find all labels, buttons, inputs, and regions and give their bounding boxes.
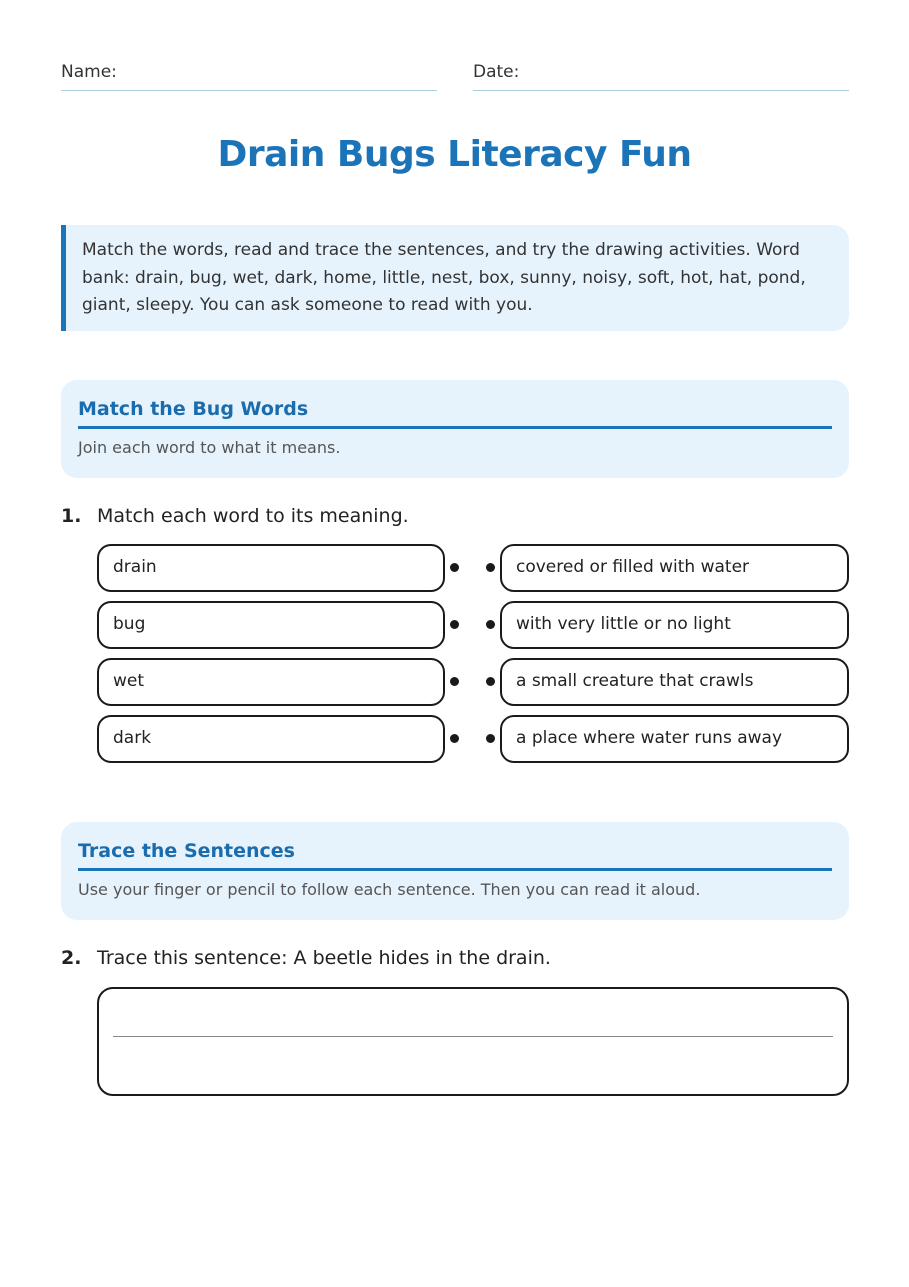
meaning-connector-dot[interactable] [486,677,495,686]
word-connector-dot[interactable] [450,734,459,743]
question-number: 2. [61,947,82,969]
meaning-box: a place where water runs away [500,715,849,763]
question-text: Match each word to its meaning. [97,505,409,527]
word-connector-dot[interactable] [450,620,459,629]
page-title: Drain Bugs Literacy Fun [217,134,692,175]
date-field[interactable] [473,62,849,91]
match-row [97,715,849,763]
trace-writing-box[interactable] [97,987,849,1096]
meaning-box: with very little or no light [500,601,849,649]
trace-guide-line [113,1036,833,1037]
question-2 [61,947,551,969]
header-fields [61,62,849,91]
question-number: 1. [61,505,82,527]
name-field[interactable] [61,62,437,91]
word-box: dark [97,715,445,763]
section-title: Match the Bug Words [78,398,832,429]
section-title: Trace the Sentences [78,840,832,871]
intro-box: Match the words, read and trace the sentences, and try the drawing activities. Word bank: drain, bug, wet, dark, home, little, nest, box, sunny, noisy, soft, hot, hat, pond, giant, sleepy. You can ask someone to read with you. [61,225,849,331]
word-box: bug [97,601,445,649]
question-1 [61,505,409,527]
section-subtitle: Use your finger or pencil to follow each sentence. Then you can read it aloud. [78,880,701,899]
match-row [97,601,849,649]
match-row [97,658,849,706]
section-subtitle: Join each word to what it means. [78,438,341,457]
question-text: Trace this sentence: A beetle hides in the drain. [97,947,551,969]
word-box: drain [97,544,445,592]
meaning-connector-dot[interactable] [486,620,495,629]
name-label: Name: [61,62,117,82]
word-connector-dot[interactable] [450,677,459,686]
date-label: Date: [473,62,520,82]
word-connector-dot[interactable] [450,563,459,572]
meaning-box: a small creature that crawls [500,658,849,706]
meaning-box: covered or filled with water [500,544,849,592]
meaning-connector-dot[interactable] [486,563,495,572]
word-box: wet [97,658,445,706]
match-row [97,544,849,592]
section-match-header [61,380,849,478]
section-trace-header [61,822,849,920]
meaning-connector-dot[interactable] [486,734,495,743]
